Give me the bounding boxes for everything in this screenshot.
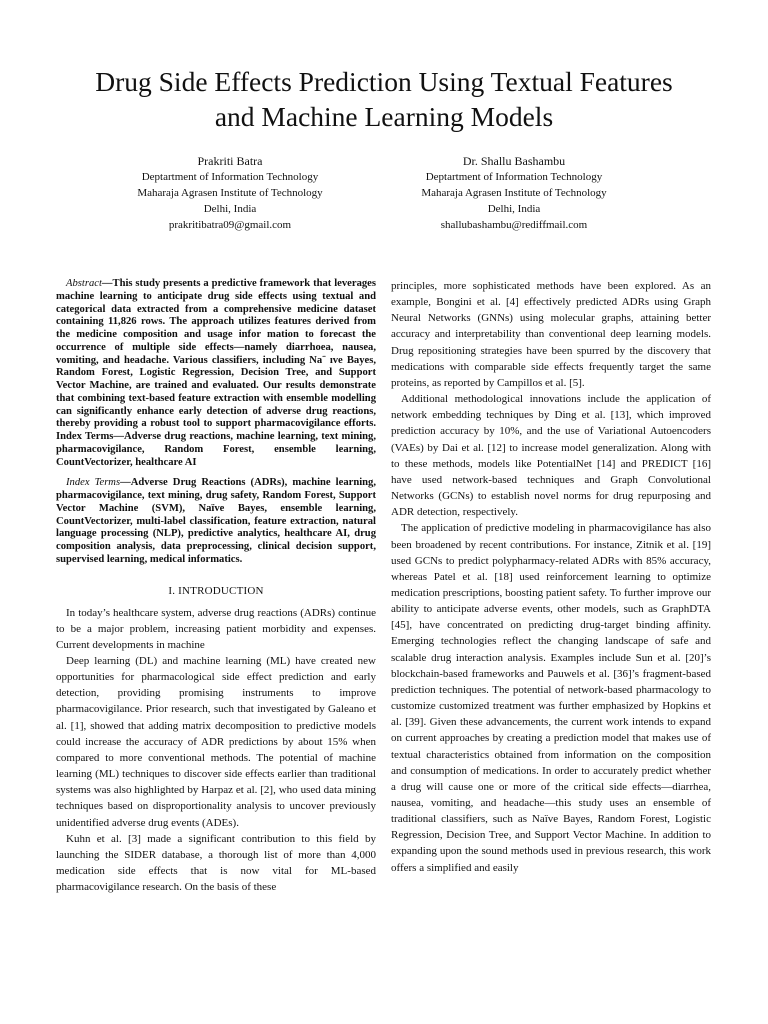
abstract-text: —This study presents a predictive framework that leverages machine learning to anticipate drug side effects using textual and categorical data extracted from a comprehensive medicine dataset containing 11,826 rows. The approach utilizes features derived from the medicine composition and usage infor mation to forecast the occurrence of multiple side effects—namely diarrhoea, nausea, vomiting, and headache. Various classifiers, including Na¨ ıve Bayes, Random Forest, Logistic Regression, Decision Tree, and Support Vector Machine, are trained and evaluated. Our results demonstrate that combining text-based feature extraction with ensemble modelling can significantly enhance early detection of adverse drug reactions, thereby providing a robust tool to support pharmacovigilance efforts. Index Terms—Adverse drug reactions, machine learning, text mining, pharmacovigilance, Random Forest, ensemble learning, CountVectorizer, healthcare AI <box>56 278 376 468</box>
paper-title <box>20 64 748 134</box>
author-email[interactable]: prakritibatra09@gmail.com <box>168 219 292 231</box>
left-column <box>56 278 376 895</box>
title-line-2: and Machine Learning Models <box>214 101 554 132</box>
section-heading <box>56 583 376 599</box>
body-paragraph: In today’s healthcare system, adverse drug reactions (ADRs) continue to be a major problem, increasing patient morbidity and expenses. Current developments in machine <box>56 606 376 651</box>
author-email[interactable]: shallubashambu@rediffmail.com <box>440 219 588 231</box>
author-name: Dr. Shallu Bashambu <box>462 154 566 168</box>
body-paragraph: Deep learning (DL) and machine learning (ML) have created new opportunities for pharmacological side effect prediction and early detection, providing promising instruments to improve pharmacovigilance. Prior research, such that investigated by Galeano et al. [1], showed that adding matrix decomposition to predictive models could increase the accuracy of ADR predictions by about 15% when compared to more conventional methods. The potential of machine learning (ML) techniques to discover side effects earlier than traditional systems was also highlighted by Harpaz et al. [2], who used data mining techniques based on disproportionality analysis to uncover previously unidentified adverse drug events (ADEs). <box>56 654 376 829</box>
index-terms-label: Index Terms <box>66 477 121 489</box>
body-paragraph: The application of predictive modeling in pharmacovigilance has also been broadened by recent contributions. For instance, Zitnik et al. [19] used GCNs to predict polypharmacy-related ADRs with 85% accuracy, whereas Patel et al. [18] used reinforcement learning to optimize medication prescriptions, boosting patient safety. To further improve our ability to anticipate adverse events, other models, such as GraphDTA [45], have concentrated on predicting drug-target binding affinity. Emerging technologies reflect the changing landscape of safe and scalable drug interaction analysis. Examples include Sun et al. [20]’s blockchain-based frameworks and Pauwels et al. [36]’s fragment-based prediction techniques. The potential of network-based pharmacology to customize customized treatment was further emphasized by Hopkins et al. [39]. Given these advancements, the current work intends to expand on current approaches by creating a prediction model that makes use of textual characteristics obtained from information on the composition and consumption of medications. In order to accurately predict whether a drug will cause one or more of the critical side effects—diarrhea, nausea, vomiting, and headache—this study uses an ensemble of traditional classifiers, such as Naïve Bayes, Random Forest, Logistic Regression, Decision Tree, and Support Vector Machine. In addition to expanding upon the sound methods used in previous research, this work offers a simplified and easily <box>391 522 711 874</box>
author-location: Delhi, India <box>203 203 257 215</box>
author-institution: Maharaja Agrasen Institute of Technology <box>421 187 607 199</box>
author-department: Deptartment of Information Technology <box>425 171 603 183</box>
body-paragraph: Additional methodological innovations include the application of network embedding techniques by Ding et al. [13], which improved prediction accuracy by 10%, and the use of Variational Autoencoders (VAEs) by Dai et al. [12] to increase model generalization. Along with to these methods, models like PotentialNet [14] and PREDICT [16] have used network-based techniques and Graph Convolutional Networks (GCNs) to establish novel norms for drug repurposing and ADR detection, respectively. <box>391 393 711 519</box>
section-number: I. <box>168 584 176 597</box>
abstract <box>56 278 376 469</box>
author-1 <box>80 153 380 233</box>
body-paragraph: principles, more sophisticated methods have been explored. As an example, Bongini et al. [4] effectively predicted ADRs using Graph Neural Networks (GNNs) using molecular graphs, attaining better accuracy and interpretability than conventional deep learning models. Drug repositioning strategies have been spurred by the discovery that medications with comparable side effects frequently target the same proteins, as reported by Campillos et al. [5]. <box>391 280 711 389</box>
author-name: Prakriti Batra <box>197 154 263 168</box>
right-column <box>391 278 711 876</box>
index-terms <box>56 477 376 566</box>
body-paragraph: Kuhn et al. [3] made a significant contribution to this field by launching the SIDER database, a thorough list of more than 4,000 medication side effects that is now vital for ML-based pharmacovigilance research. On the basis of these <box>56 832 376 894</box>
section-title-rest: NTRODUCTION <box>182 584 264 597</box>
author-location: Delhi, India <box>487 203 541 215</box>
index-terms-text: —Adverse Drug Reactions (ADRs), machine learning, pharmacovigilance, text mining, drug safety, Random Forest, Support Vector Machine (SVM), Naïve Bayes, ensemble learning, CountVectorizer, multi-label classification, feature extraction, natural language processing (NLP), predictive analytics, healthcare AI, drug composition analysis, data preprocessing, clinical decision support, supervised learning, medical informatics. <box>56 477 376 565</box>
author-department: Deptartment of Information Technology <box>141 171 319 183</box>
title-line-1: Drug Side Effects Prediction Using Textual Features <box>95 66 673 97</box>
abstract-label: Abstract <box>66 278 102 289</box>
author-block <box>0 153 768 243</box>
section-initial: I <box>178 584 182 597</box>
author-2 <box>364 153 664 233</box>
author-institution: Maharaja Agrasen Institute of Technology <box>137 187 323 199</box>
